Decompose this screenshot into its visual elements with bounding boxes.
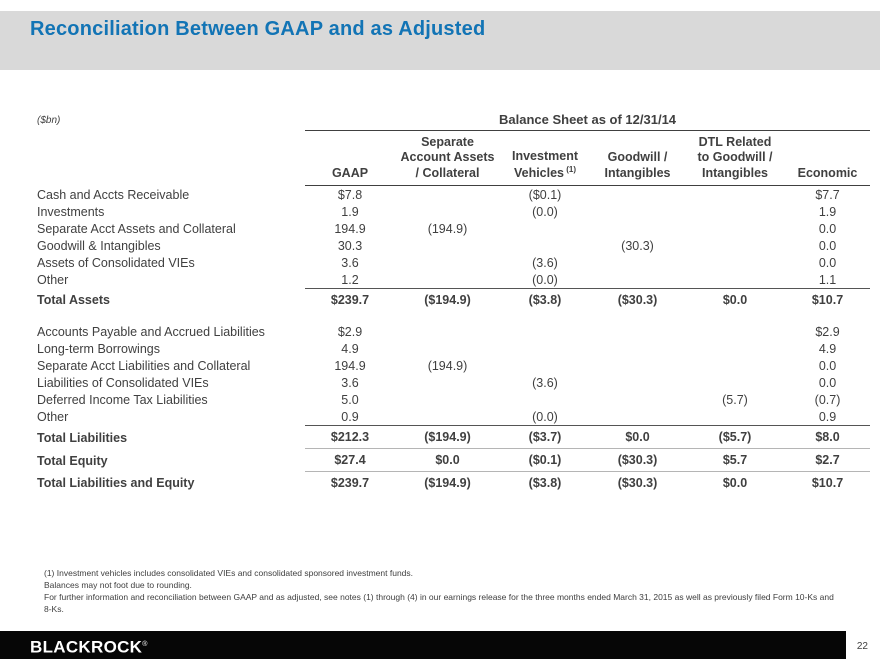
cell-value: ($3.7) [500,426,590,449]
cell-value [395,340,500,357]
cell-value: 3.6 [341,255,359,270]
footnotes [44,568,836,616]
row-label: Other [37,273,69,288]
cell-value [590,340,685,357]
registered-mark: ® [142,641,148,648]
cell-value [685,374,785,391]
cell-value [590,374,685,391]
cell-value [685,203,785,220]
cell-value [685,408,785,426]
table-row [35,426,870,449]
cell-value [395,203,500,220]
units-label: ($bn) [37,114,61,126]
row-label: Total Equity [37,453,108,468]
row-label: Goodwill & Intangibles [37,238,161,253]
table-row [35,340,870,357]
cell-value: 4.9 [341,341,359,356]
table-row [35,323,870,340]
cell-value: 0.0 [818,375,837,390]
balance-sheet-table [35,110,870,494]
column-header-gaap: GAAP [305,130,395,186]
cell-value: (194.9) [427,221,468,236]
cell-value [395,408,500,426]
cell-value: ($30.3) [590,449,685,472]
cell-value: $27.4 [305,449,395,472]
cell-value [590,271,685,289]
cell-value [395,391,500,408]
spacer-row [35,311,870,323]
cell-value [395,186,500,204]
cell-value: (0.0) [532,204,558,219]
cell-value [685,237,785,254]
cell-value: 1.9 [818,204,837,219]
cell-value: ($0.1) [500,449,590,472]
cell-value: $7.7 [815,187,840,202]
cell-value: ($3.8) [528,476,562,491]
cell-value [395,374,500,391]
cell-value [395,237,500,254]
cell-value [395,271,500,289]
footnote: For further information and reconciliation between GAAP and as adjusted, see notes (1) through (4) in our earnings release for the three months ended March 31, 2015 as well as previously filed Form 10-Ks and 8-Ks. [44,591,834,614]
row-label: Other [37,410,69,425]
cell-value: ($30.3) [617,476,658,491]
table-row [35,449,870,472]
cell-value: 194.9 [334,358,366,373]
cell-value [500,323,590,340]
cell-value: 4.9 [818,341,837,356]
cell-value [500,237,590,254]
cell-value: (0.7) [814,392,841,407]
cell-value: (0.0) [500,408,590,426]
column-header-economic: Economic [785,130,870,186]
cell-value: $0.0 [395,449,500,472]
cell-value: $2.9 [337,324,363,339]
table-row [35,271,870,289]
cell-value [590,408,685,426]
column-header-row [35,130,870,186]
table-row [35,220,870,237]
cell-value: 0.0 [818,238,837,253]
cell-value [685,340,785,357]
table-row [35,374,870,391]
cell-value: 1.1 [785,271,870,289]
table-row [35,254,870,271]
cell-value: 0.9 [305,408,395,426]
group-header-row [35,110,870,130]
cell-value [685,186,785,204]
cell-value [500,357,590,374]
row-label: Investments [37,204,105,219]
cell-value [500,340,590,357]
table-row [35,472,870,495]
cell-value: 194.9 [334,221,366,236]
cell-value: 0.0 [818,358,837,373]
cell-value: ($194.9) [395,426,500,449]
row-label: Total Assets [37,293,110,308]
page-number: 22 [856,641,868,652]
table-row [35,237,870,254]
cell-value [590,186,685,204]
logo-text: BLACKROCK [30,637,143,657]
cell-value: ($194.9) [424,293,471,308]
cell-value: $0.0 [722,476,748,491]
cell-value: (0.0) [500,271,590,289]
cell-value [590,220,685,237]
cell-value: (3.6) [532,255,558,270]
cell-value [395,254,500,271]
cell-value: $10.7 [811,476,844,491]
table-row [35,391,870,408]
cell-value [590,357,685,374]
cell-value: 0.0 [818,255,837,270]
cell-value [500,220,590,237]
cell-value [590,203,685,220]
cell-value: $239.7 [330,476,370,491]
cell-value: $8.0 [785,426,870,449]
cell-value: ($194.9) [424,476,471,491]
row-label: Separate Acct Assets and Collateral [37,221,236,236]
cell-value: 5.0 [341,392,359,407]
cell-value: $212.3 [305,426,395,449]
column-header-investment-vehicles: Investment Vehicles $^{(1)}$ [500,130,590,186]
cell-value [685,254,785,271]
row-label: Cash and Accts Receivable [37,187,190,202]
table-row [35,203,870,220]
cell-value [395,323,500,340]
cell-value [685,357,785,374]
cell-value [590,391,685,408]
row-label: Deferred Income Tax Liabilities [37,392,208,407]
table-row [35,357,870,374]
table-row [35,289,870,312]
cell-value: $239.7 [330,293,370,308]
cell-value: 0.0 [818,221,837,236]
cell-value: 3.6 [341,375,359,390]
cell-value: $2.7 [785,449,870,472]
row-label: Separate Acct Liabilities and Collateral [37,358,251,373]
column-header-empty [35,130,305,186]
row-label: Liabilities of Consolidated VIEs [37,375,209,390]
row-label: Assets of Consolidated VIEs [37,255,195,270]
cell-value [590,254,685,271]
cell-value: (30.3) [621,238,654,253]
cell-value: ($5.7) [685,426,785,449]
footnote: Balances may not foot due to rounding. [44,579,192,590]
column-header-separate-account-assets-collateral: Separate Account Assets / Collateral [395,130,500,186]
footer-bar [0,631,846,659]
cell-value [685,271,785,289]
cell-value: $2.9 [815,324,840,339]
row-label: Total Liabilities and Equity [37,476,195,491]
cell-value [685,323,785,340]
table-row [35,186,870,204]
blackrock-logo [30,631,148,659]
column-header-dtl-related-to-goodwill-intangibles: DTL Related to Goodwill / Intangibles [685,130,785,186]
cell-value: 1.2 [305,271,395,289]
cell-value: (194.9) [427,358,468,373]
cell-value: $10.7 [811,293,844,308]
table-row [35,408,870,426]
cell-value: ($3.8) [528,293,562,308]
cell-value: $7.8 [337,187,363,202]
cell-value [500,391,590,408]
cell-value: ($0.1) [528,187,562,202]
group-header: Balance Sheet as of 12/31/14 [305,110,870,130]
column-header-goodwill-intangibles: Goodwill / Intangibles [590,130,685,186]
cell-value: $0.0 [722,293,748,308]
row-label: Long-term Borrowings [37,341,160,356]
cell-value: (3.6) [532,375,558,390]
cell-value: ($30.3) [617,293,658,308]
cell-value: (5.7) [722,392,748,407]
cell-value [685,220,785,237]
page-title: Reconciliation Between GAAP and as Adjusted [30,18,486,40]
row-label: Total Liabilities [37,430,128,445]
row-label: Accounts Payable and Accrued Liabilities [37,324,265,339]
cell-value: 30.3 [337,238,363,253]
cell-value: 0.9 [785,408,870,426]
reconciliation-table-wrap [35,110,870,494]
cell-value: $0.0 [590,426,685,449]
cell-value: $5.7 [685,449,785,472]
footnote: (1) Investment vehicles includes consolidated VIEs and consolidated sponsored investment funds. [44,568,414,578]
cell-value [590,323,685,340]
cell-value: 1.9 [341,204,359,219]
